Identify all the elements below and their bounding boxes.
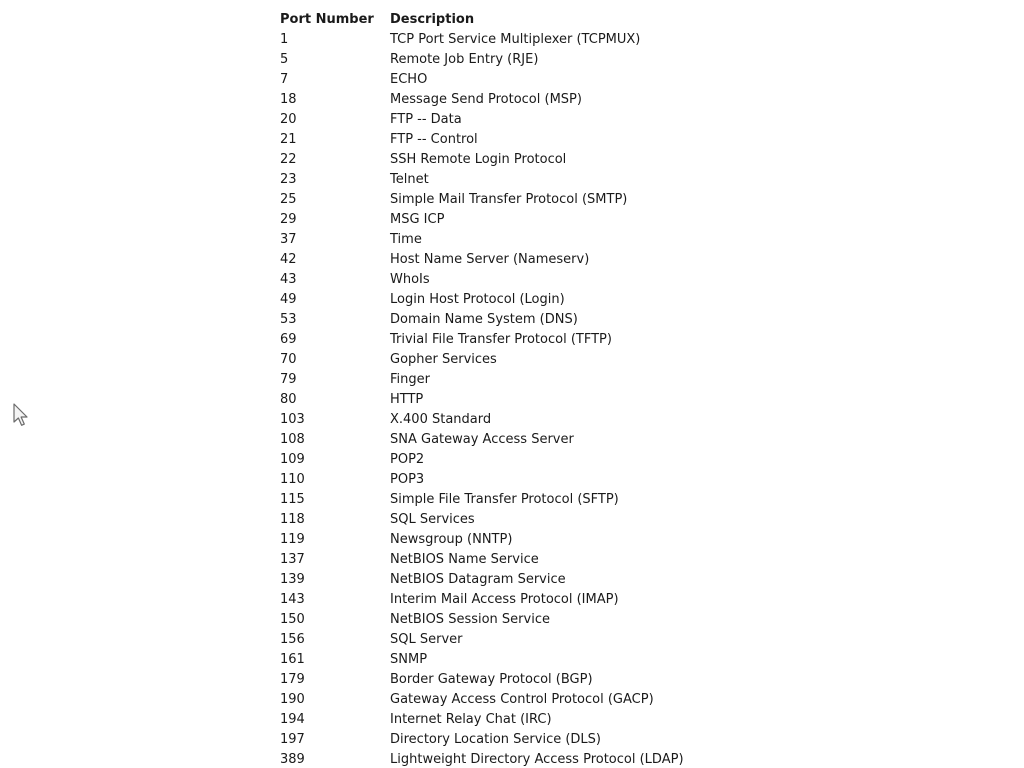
port-number-cell: 161 [280, 652, 305, 667]
table-row [280, 590, 684, 610]
port-number-cell: 103 [280, 412, 305, 427]
table-row [280, 110, 684, 130]
table-row [280, 730, 684, 750]
port-number-cell: 119 [280, 532, 305, 547]
table-row [280, 690, 684, 710]
table-row [280, 170, 684, 190]
port-number-cell: 37 [280, 232, 297, 247]
description-cell: SQL Server [390, 632, 463, 647]
table-row [280, 450, 684, 470]
table-row [280, 370, 684, 390]
description-cell: Interim Mail Access Protocol (IMAP) [390, 592, 619, 607]
table-row [280, 410, 684, 430]
port-number-cell: 194 [280, 712, 305, 727]
port-number-cell: 25 [280, 192, 297, 207]
table-row [280, 570, 684, 590]
port-number-cell: 190 [280, 692, 305, 707]
description-cell: ECHO [390, 72, 428, 87]
port-number-cell: 118 [280, 512, 305, 527]
port-number-cell: 43 [280, 272, 297, 287]
port-number-cell: 156 [280, 632, 305, 647]
port-number-cell: 179 [280, 672, 305, 687]
description-cell: NetBIOS Datagram Service [390, 572, 566, 587]
column-header-description: Description [390, 12, 475, 27]
description-cell: NetBIOS Name Service [390, 552, 539, 567]
table-row [280, 530, 684, 550]
port-number-cell: 108 [280, 432, 305, 447]
table-row [280, 230, 684, 250]
description-cell: TCP Port Service Multiplexer (TCPMUX) [390, 32, 641, 47]
description-cell: Finger [390, 372, 430, 387]
ports-table-body [280, 30, 684, 768]
table-row [280, 210, 684, 230]
table-row [280, 350, 684, 370]
table-row [280, 710, 684, 730]
ports-table-header [280, 10, 684, 30]
description-cell: Lightweight Directory Access Protocol (LDAP) [390, 752, 684, 767]
description-cell: MSG ICP [390, 212, 445, 227]
description-cell: Simple File Transfer Protocol (SFTP) [390, 492, 619, 507]
port-number-cell: 49 [280, 292, 297, 307]
port-number-cell: 143 [280, 592, 305, 607]
table-row [280, 430, 684, 450]
table-row [280, 310, 684, 330]
description-cell: Internet Relay Chat (IRC) [390, 712, 552, 727]
description-cell: Trivial File Transfer Protocol (TFTP) [390, 332, 612, 347]
port-number-cell: 115 [280, 492, 305, 507]
description-cell: SQL Services [390, 512, 475, 527]
ports-table [280, 10, 684, 768]
description-cell: X.400 Standard [390, 412, 492, 427]
table-row [280, 550, 684, 570]
table-row [280, 330, 684, 350]
description-cell: POP3 [390, 472, 425, 487]
table-row [280, 130, 684, 150]
port-number-cell: 150 [280, 612, 305, 627]
port-number-cell: 42 [280, 252, 297, 267]
table-row [280, 610, 684, 630]
port-number-cell: 7 [280, 72, 289, 87]
port-number-cell: 20 [280, 112, 297, 127]
table-row [280, 650, 684, 670]
description-cell: Newsgroup (NNTP) [390, 532, 513, 547]
description-cell: Border Gateway Protocol (BGP) [390, 672, 593, 687]
table-row [280, 630, 684, 650]
port-number-cell: 69 [280, 332, 297, 347]
port-number-cell: 18 [280, 92, 297, 107]
description-cell: HTTP [390, 392, 424, 407]
port-number-cell: 70 [280, 352, 297, 367]
description-cell: FTP -- Control [390, 132, 478, 147]
description-cell: Message Send Protocol (MSP) [390, 92, 582, 107]
description-cell: FTP -- Data [390, 112, 462, 127]
table-row [280, 70, 684, 90]
table-row [280, 670, 684, 690]
description-cell: Gopher Services [390, 352, 497, 367]
description-cell: NetBIOS Session Service [390, 612, 550, 627]
port-number-cell: 79 [280, 372, 297, 387]
port-number-cell: 1 [280, 32, 289, 47]
description-cell: POP2 [390, 452, 425, 467]
table-row [280, 390, 684, 410]
table-row [280, 750, 684, 768]
description-cell: SNA Gateway Access Server [390, 432, 574, 447]
description-cell: Login Host Protocol (Login) [390, 292, 565, 307]
table-row [280, 490, 684, 510]
port-number-cell: 139 [280, 572, 305, 587]
table-row [280, 250, 684, 270]
table-row [280, 30, 684, 50]
description-cell: Simple Mail Transfer Protocol (SMTP) [390, 192, 628, 207]
header-row [280, 10, 684, 30]
column-header-port-number: Port Number [280, 12, 374, 27]
port-number-cell: 109 [280, 452, 305, 467]
description-cell: Domain Name System (DNS) [390, 312, 578, 327]
port-number-cell: 389 [280, 752, 305, 767]
port-number-cell: 53 [280, 312, 297, 327]
port-number-cell: 21 [280, 132, 297, 147]
description-cell: Telnet [390, 172, 429, 187]
table-row [280, 190, 684, 210]
mouse-arrow-cursor [13, 403, 30, 429]
description-cell: Gateway Access Control Protocol (GACP) [390, 692, 654, 707]
port-number-cell: 23 [280, 172, 297, 187]
port-number-cell: 22 [280, 152, 297, 167]
description-cell: Directory Location Service (DLS) [390, 732, 601, 747]
description-cell: Host Name Server (Nameserv) [390, 252, 590, 267]
table-row [280, 290, 684, 310]
port-number-cell: 137 [280, 552, 305, 567]
table-row [280, 270, 684, 290]
description-cell: SNMP [390, 652, 428, 667]
port-number-cell: 29 [280, 212, 297, 227]
description-cell: SSH Remote Login Protocol [390, 152, 567, 167]
table-row [280, 50, 684, 70]
table-row [280, 510, 684, 530]
description-cell: Time [390, 232, 422, 247]
description-cell: Remote Job Entry (RJE) [390, 52, 539, 67]
table-row [280, 150, 684, 170]
table-row [280, 470, 684, 490]
port-number-cell: 5 [280, 52, 289, 67]
port-number-cell: 110 [280, 472, 305, 487]
port-number-cell: 80 [280, 392, 297, 407]
table-row [280, 90, 684, 110]
description-cell: WhoIs [390, 272, 430, 287]
port-number-cell: 197 [280, 732, 305, 747]
